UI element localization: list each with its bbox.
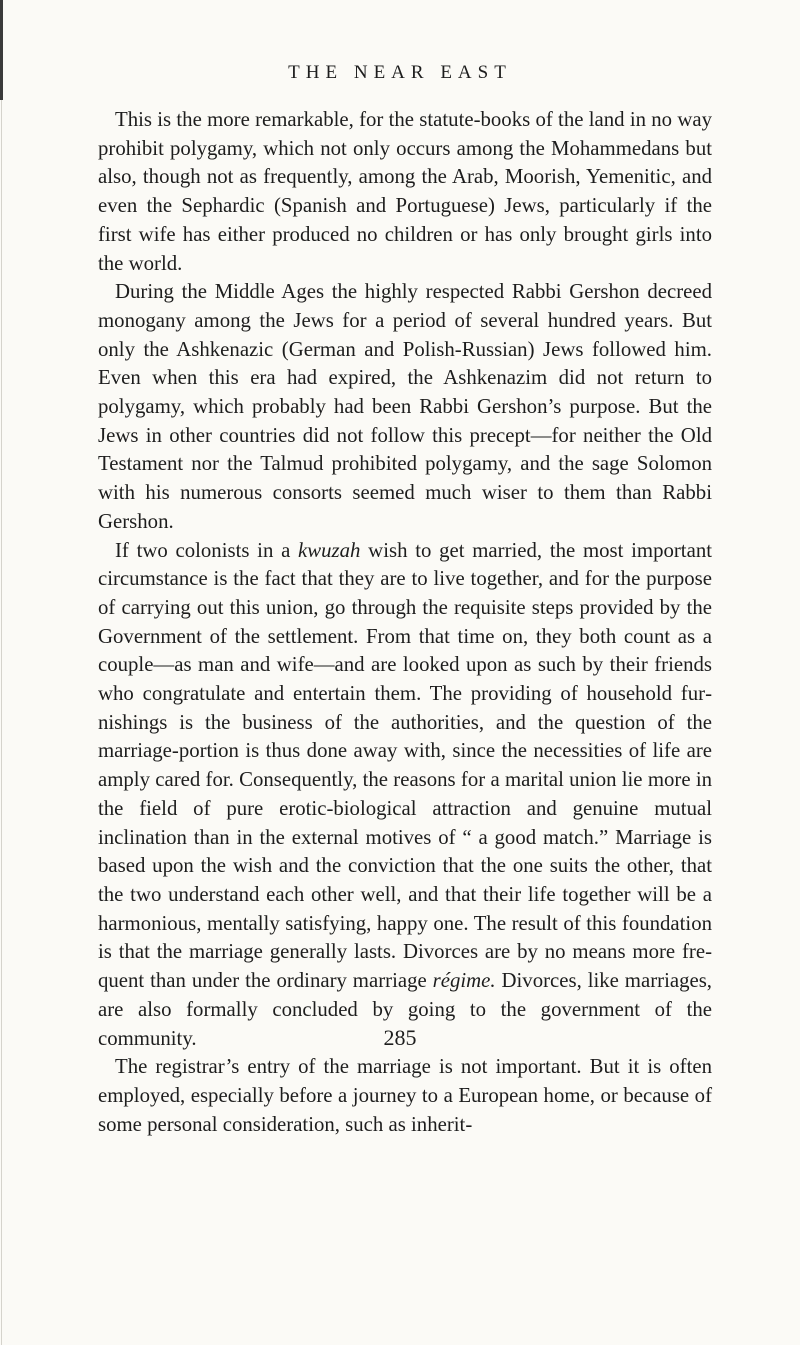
running-head: THE NEAR EAST — [288, 62, 512, 83]
body-text — [98, 106, 712, 1139]
paragraph-registrar: The registrar’s entry of the marriage is not important. But it is often employed, especially before a journey to a European home, or because of some personal consideration, such as inherit- — [98, 1055, 712, 1136]
scan-edge-shadow — [0, 0, 3, 100]
paragraph-part: Divorces, like marriages, are also formally concluded by going to the government of the community. — [98, 969, 712, 1050]
paragraph-rabbi-gershon: During the Middle Ages the highly respected Rabbi Gershon decreed monogany among the Jews for a period of several hundred years. But only the Ashkenazic (German and Polish-Russian) Jews followed him. Even when this era had expired, the Ashkenazim did not return to polygamy, which probably had been Rabbi Gershon’s purpose. But the Jews in other countries did not follow this precept—for neither the Old Testament nor the Talmud prohibited polygamy, and the sage Solomon with his numerous consorts seemed much wiser to them than Rabbi Gershon. — [98, 280, 712, 533]
italic-term-regime: régime. — [432, 969, 496, 993]
italic-term-kwuzah: kwuzah — [298, 538, 361, 562]
paragraph-kwuzah-marriage — [98, 537, 712, 1054]
page-number: 285 — [383, 1025, 417, 1050]
scan-edge-line — [1, 100, 2, 1345]
paragraph-part: If two colonists in a — [115, 538, 299, 562]
paragraph-polygamy-law: This is the more remarkable, for the statute-books of the land in no way prohibit polygamy, which not only occurs among the Mohammedans but also, though not as frequently, among the Arab, Moorish, Yemenitic, and even the Sephardic (Spanish and Portuguese) Jews, particularly if the first wife has either produced no children or has only brought girls into the world. — [98, 108, 712, 275]
paragraph-part: wish to get married, the most important circumstance is the fact that they are to live together, and for the purpose of carrying out this union, go through the requisite steps provided by the Government of the settlement. From that time on, they both count as a couple—as man and wife—and are looked upon as such by their friends who congratulate and entertain them. The providing of household furnishings is the business of the authorities, and the question of the marriage-portion is thus done away with, since the necessities of life are amply cared for. Consequently, the reasons for a marital union lie more in the field of pure erotic-biological attraction and genuine mutual inclination than in the external motives of “ a good match.” Marriage is based upon the wish and the conviction that the one suits the other, that the two understand each other well, and that their life together will be a harmonious, mentally satisfying, happy one. The result of this foundation is that the marriage generally lasts. Divorces are by no means more frequent than under the ordinary marriage — [98, 538, 712, 993]
